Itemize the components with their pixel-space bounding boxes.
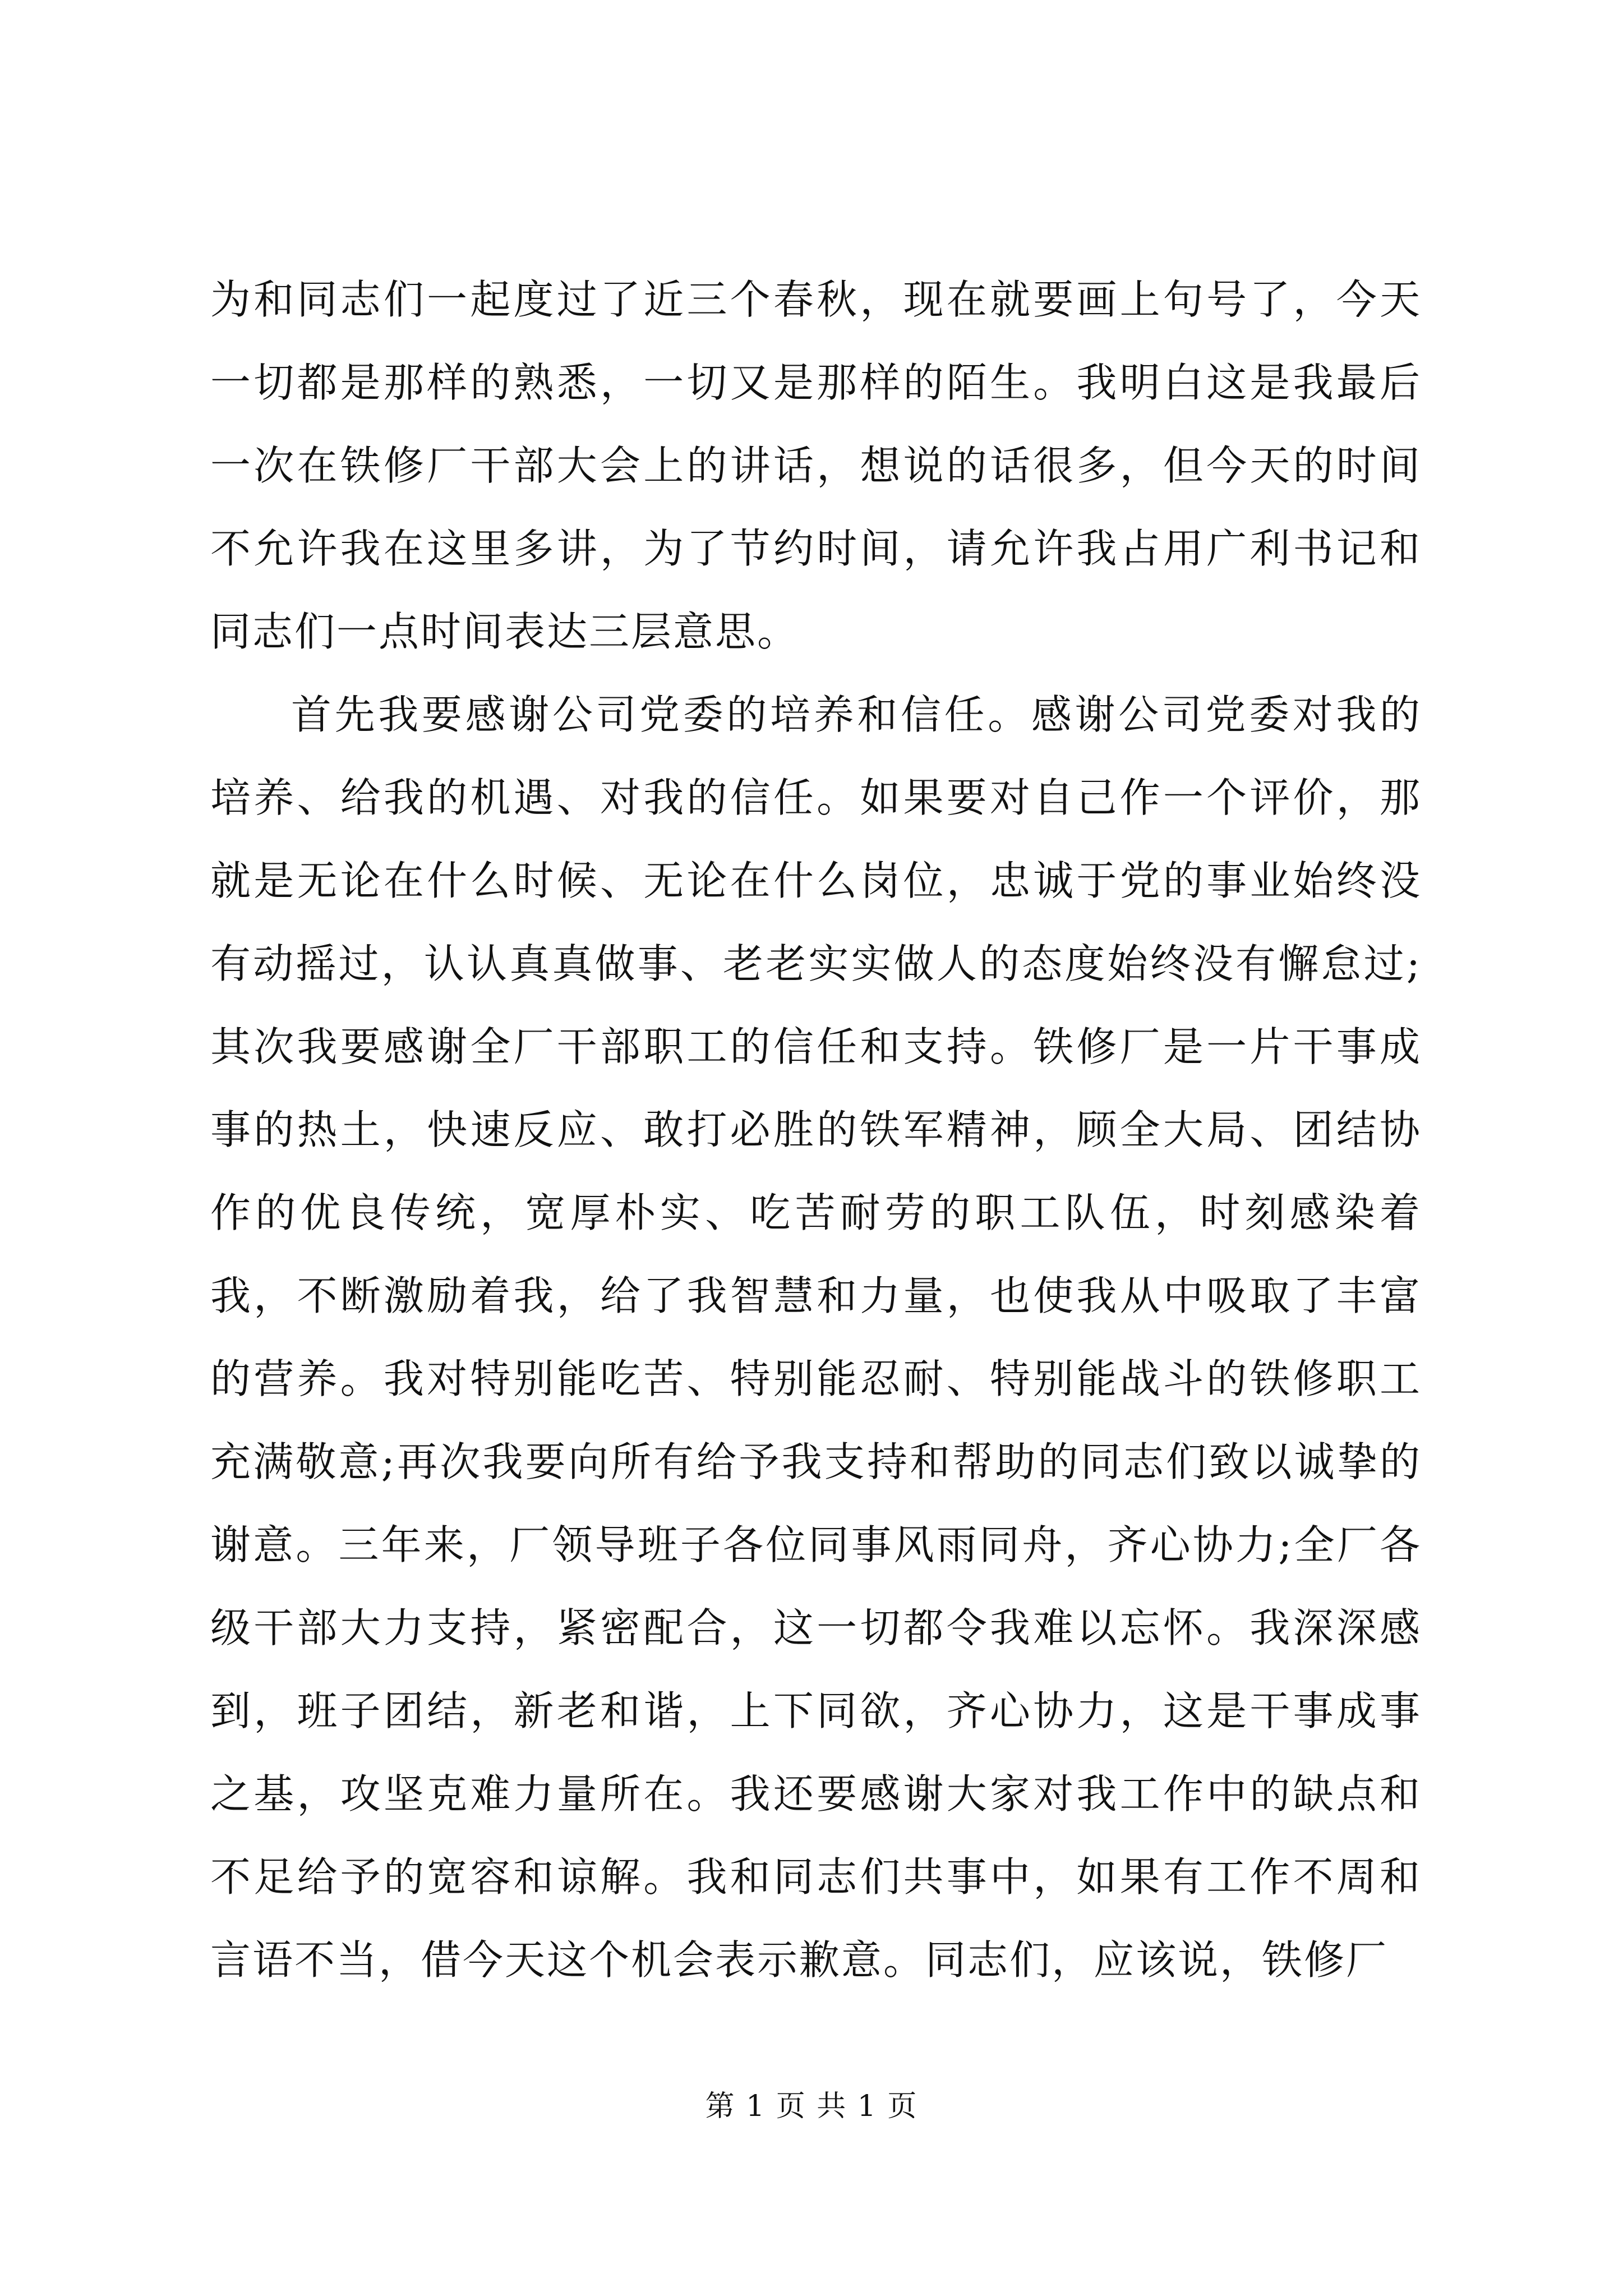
page-footer: 第 1 页 共 1 页	[705, 2090, 918, 2123]
document-body	[210, 258, 1422, 2001]
paragraph-continuation: 为和同志们一起度过了近三个春秋，现在就要画上句号了，今天一切都是那样的熟悉，一切又是那样的陌生。我明白这是我最后一次在铁修厂干部大会上的讲话，想说的话很多，但今天的时间不允许我在这里多讲，为了节约时间，请允许我占用广利书记和同志们一点时间表达三层意思。	[210, 276, 1422, 655]
paragraph-gratitude: 首先我要感谢公司党委的培养和信任。感谢公司党委对我的培养、给我的机遇、对我的信任。如果要对自己作一个评价，那就是无论在什么时候、无论在什么岗位，忠诚于党的事业始终没有动摇过，认认真真做事、老老实实做人的态度始终没有懈怠过;其次我要感谢全厂干部职工的信任和支持。铁修厂是一片干事成事的热土，快速反应、敢打必胜的铁军精神，顾全大局、团结协作的优良传统，宽厚朴实、吃苦耐劳的职工队伍，时刻感染着我，不断激励着我，给了我智慧和力量，也使我从中吸取了丰富的营养。我对特别能吃苦、特别能忍耐、特别能战斗的铁修职工充满敬意;再次我要向所有给予我支持和帮助的同志们致以诚挚的谢意。三年来，厂领导班子各位同事风雨同舟，齐心协力;全厂各级干部大力支持，紧密配合，这一切都令我难以忘怀。我深深感到，班子团结，新老和谐，上下同欲，齐心协力，这是干事成事之基，攻坚克难力量所在。我还要感谢大家对我工作中的缺点和不足给予的宽容和谅解。我和同志们共事中，如果有工作不周和言语不当，借今天这个机会表示歉意。同志们，应该说，铁修厂	[210, 691, 1422, 1984]
